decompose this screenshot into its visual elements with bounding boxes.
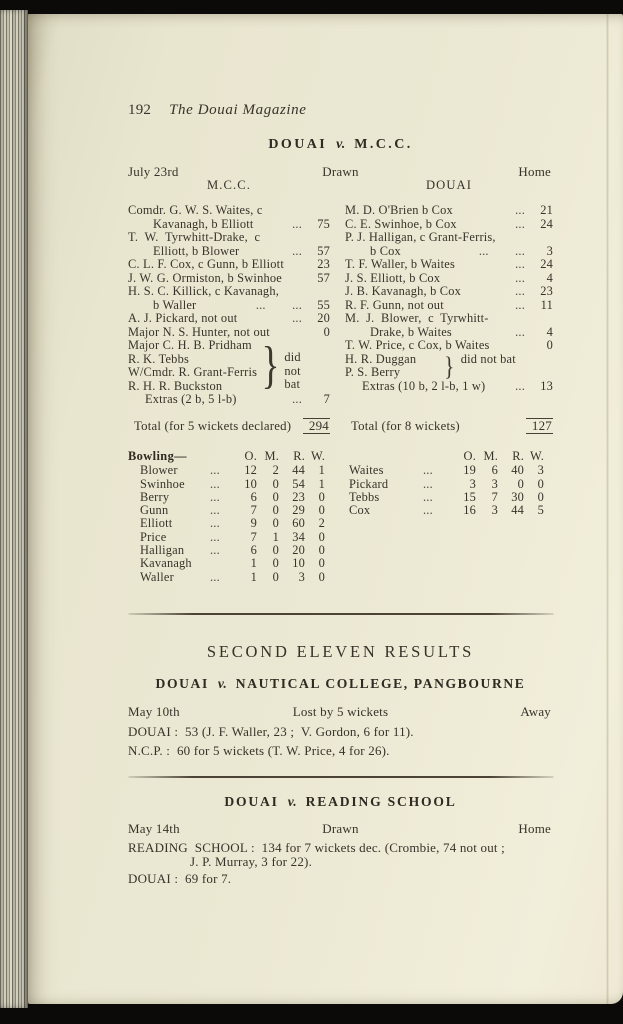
- dot-leader: ... ...: [478, 243, 525, 258]
- bowler-overs: 19: [463, 463, 476, 478]
- batsman-row: [128, 258, 330, 272]
- mcc-batting-rows: [128, 204, 330, 339]
- extras-runs: 7: [323, 392, 330, 406]
- second-eleven-heading: SECOND ELEVEN RESULTS: [206, 642, 475, 661]
- dot-leader: ...: [210, 529, 220, 544]
- batsman-dismissal: b Waller: [153, 297, 197, 312]
- extras-row: [128, 393, 330, 407]
- match-meta-mcc: [128, 165, 553, 179]
- batsman-runs: 4: [546, 324, 553, 339]
- bowler-wickets: 1: [318, 463, 325, 478]
- douai-bowling-rows: [128, 464, 330, 584]
- bowler-name: Halligan: [140, 543, 185, 558]
- bowler-maidens: 3: [491, 476, 498, 491]
- bowler-runs: 44: [511, 503, 524, 518]
- bowling-tables: [128, 450, 553, 584]
- bowler-name: Swinhoe: [140, 476, 185, 491]
- batsman-dismissal: A. J. Pickard, not out: [128, 311, 238, 325]
- mcc-bowling-table: [345, 450, 553, 584]
- bowler-row: [345, 504, 553, 517]
- batsman-runs: 0: [546, 338, 553, 352]
- right-innings-heading: DOUAI: [425, 178, 473, 192]
- bowler-name: Waites: [349, 463, 384, 478]
- bowling-column-header: M.: [483, 449, 498, 463]
- brace-glyph: }: [261, 337, 280, 394]
- batsman-runs: 4: [546, 270, 553, 285]
- bowler-row: [345, 478, 553, 491]
- mcc-total-row: [128, 418, 330, 435]
- batsman-row: [128, 285, 330, 299]
- bowling-header: [345, 450, 553, 463]
- bowler-row: [128, 571, 330, 584]
- section-divider: [128, 776, 553, 778]
- batsman-runs: 57: [317, 270, 330, 285]
- bowler-maidens: 0: [272, 569, 279, 584]
- bowler-wickets: 3: [537, 463, 544, 478]
- batsman-row: [345, 312, 553, 326]
- batsman-row: [128, 326, 330, 340]
- dot-leader: ...: [515, 297, 525, 312]
- bowler-wickets: 0: [537, 476, 544, 491]
- batsman-runs: 55: [317, 297, 330, 312]
- bowler-overs: 6: [250, 489, 257, 504]
- bowling-label: Bowling—: [128, 449, 187, 463]
- total-label: Total (for 5 wickets declared): [134, 418, 292, 433]
- batsman-dismissal: T. F. Waller, b Waites: [345, 257, 456, 271]
- magazine-page: [28, 14, 623, 1004]
- did-not-bat-note-line: did: [284, 350, 301, 364]
- extras-runs: 13: [540, 378, 553, 393]
- book-pages-edge: [0, 10, 28, 1008]
- batsman-runs: 0: [323, 324, 330, 339]
- bowler-overs: 15: [463, 489, 476, 504]
- dot-leader: ...: [515, 378, 525, 393]
- bowler-name: Cox: [349, 503, 371, 518]
- bowler-runs: 34: [292, 529, 305, 544]
- batsman-row: [345, 231, 553, 245]
- match-title-pangbourne: [128, 677, 553, 691]
- did-not-bat-note-line: not: [284, 363, 301, 378]
- batsman-row: [128, 204, 330, 218]
- score-summary-douai-reading: DOUAI : 69 for 7.: [128, 871, 232, 886]
- bowler-row: [128, 517, 330, 530]
- dot-leader: ...: [515, 203, 525, 217]
- match-date: May 14th: [128, 821, 180, 836]
- bowler-row: [345, 491, 553, 504]
- dot-leader: ...: [210, 516, 220, 531]
- bowler-row: [128, 531, 330, 544]
- batsman-runs: 23: [317, 257, 330, 271]
- batsman-runs: 75: [317, 216, 330, 231]
- bowler-runs: 20: [292, 543, 305, 558]
- versus-label: v.: [336, 137, 346, 152]
- bowler-runs: 44: [292, 463, 305, 478]
- total-runs: 127: [526, 418, 553, 435]
- match-result: Drawn: [322, 164, 359, 179]
- match-venue: Home: [518, 821, 551, 836]
- batsman-dismissal: Elliott, b Blower: [153, 243, 240, 258]
- batsman-row: [345, 339, 553, 353]
- bowler-row: [128, 557, 330, 570]
- dot-leader: ...: [210, 569, 220, 584]
- column-gap: [330, 450, 345, 584]
- bowler-overs: 1: [250, 569, 257, 584]
- batsman-row: [345, 245, 553, 259]
- bowler-maidens: 0: [272, 543, 279, 558]
- batsman-row: [345, 299, 553, 313]
- bowler-wickets: 0: [318, 556, 325, 571]
- bowling-column-header: R.: [293, 449, 305, 463]
- match-away-team: READING SCHOOL: [305, 794, 457, 809]
- batsman-row: [128, 272, 330, 286]
- bowler-wickets: 0: [318, 569, 325, 584]
- bowler-overs: 1: [250, 556, 257, 571]
- batsman-runs: 3: [546, 243, 553, 258]
- batsman-row: [128, 231, 330, 245]
- bowler-name: Elliott: [140, 516, 173, 531]
- bowling-column-header: W.: [529, 449, 544, 463]
- match-home-team: DOUAI: [268, 137, 328, 152]
- bowler-overs: 7: [250, 503, 257, 518]
- bowler-wickets: 1: [318, 476, 325, 491]
- bowler-wickets: 0: [537, 489, 544, 504]
- bowler-wickets: 0: [318, 489, 325, 504]
- did-not-bat-note: did not bat: [460, 351, 516, 366]
- batsman-row: [345, 258, 553, 272]
- dot-leader: ...: [515, 284, 525, 298]
- batsman-dismissal: Major N. S. Hunter, not out: [128, 324, 270, 339]
- scorecards: [128, 204, 553, 434]
- bowler-name: Waller: [140, 569, 174, 584]
- batsman-row: [345, 285, 553, 299]
- dot-leader: ...: [210, 503, 220, 518]
- douai-bowling-table: [128, 450, 330, 584]
- bowler-maidens: 7: [491, 489, 498, 504]
- extras-row: [345, 380, 553, 394]
- batsman-runs: 24: [540, 257, 553, 271]
- batsman-dismissal: M. D. O'Brien b Cox: [345, 203, 453, 217]
- bowler-wickets: 0: [318, 543, 325, 558]
- batsman-dismissal: C. L. F. Cox, c Gunn, b Elliott: [128, 257, 284, 271]
- did-not-bat-douai: [345, 353, 553, 380]
- match-home-team: DOUAI: [224, 794, 279, 809]
- batsman-row: [128, 245, 330, 259]
- bowler-maidens: 0: [272, 516, 279, 531]
- batsman-dismissal: C. E. Swinhoe, b Cox: [345, 216, 457, 231]
- batsman-dismissal: Drake, b Waites: [370, 324, 452, 339]
- match-result: Lost by 5 wickets: [292, 704, 389, 719]
- batsman-row: [345, 218, 553, 232]
- bowler-runs: 0: [517, 476, 524, 491]
- bowler-wickets: 5: [537, 503, 544, 518]
- bowler-runs: 54: [292, 476, 305, 491]
- bowler-runs: 10: [292, 556, 305, 571]
- batsman-dismissal: H. S. C. Killick, c Kavanagh,: [128, 284, 280, 298]
- score-summary-reading-cont: J. P. Murray, 3 for 22).: [190, 854, 313, 869]
- versus-label: v.: [217, 676, 227, 691]
- bowler-runs: 23: [292, 489, 305, 504]
- batsman-dismissal: J. B. Kavanagh, b Cox: [345, 284, 462, 298]
- extras-label: Extras (2 b, 5 l-b): [145, 392, 237, 406]
- page-content: [128, 14, 553, 1004]
- bowler-row: [128, 544, 330, 557]
- section-divider: [128, 613, 553, 615]
- bowler-overs: 9: [250, 516, 257, 531]
- bowler-overs: 10: [244, 476, 257, 491]
- bowler-row: [128, 464, 330, 477]
- dot-leader: ...: [423, 476, 433, 491]
- dot-leader: ...: [292, 243, 302, 258]
- bowler-runs: 30: [511, 489, 524, 504]
- bowler-overs: 6: [250, 543, 257, 558]
- bowler-maidens: 0: [272, 476, 279, 491]
- bowler-overs: 3: [469, 476, 476, 491]
- bowler-row: [128, 504, 330, 517]
- batsman-runs: 23: [540, 284, 553, 298]
- column-gap: [330, 204, 345, 434]
- dot-leader: ...: [210, 543, 220, 558]
- dot-leader: ...: [210, 476, 220, 491]
- bowling-column-header: O.: [463, 449, 476, 463]
- batsman-runs: 11: [540, 297, 553, 312]
- match-venue: Away: [520, 704, 551, 719]
- did-not-bat-name: P. S. Berry: [345, 365, 401, 379]
- bowler-runs: 60: [292, 516, 305, 531]
- bowler-maidens: 2: [272, 463, 279, 478]
- dot-leader: ...: [292, 216, 302, 231]
- batsman-runs: 21: [540, 203, 553, 217]
- bowler-maidens: 0: [272, 489, 279, 504]
- bowler-runs: 40: [511, 463, 524, 478]
- batsman-runs: 57: [317, 243, 330, 258]
- dot-leader: ...: [210, 489, 220, 504]
- batsman-dismissal: T. W. Price, c Cox, b Waites: [345, 338, 490, 352]
- bowler-wickets: 0: [318, 503, 325, 518]
- innings-headings: [128, 179, 553, 193]
- batsman-dismissal: b Cox: [370, 243, 401, 258]
- bowler-maidens: 0: [272, 556, 279, 571]
- match-meta-pangbourne: [128, 705, 553, 719]
- match-date: May 10th: [128, 704, 180, 719]
- running-header: [128, 104, 553, 118]
- dot-leader: [206, 557, 230, 570]
- bowler-maidens: 6: [491, 463, 498, 478]
- mcc-innings: [128, 204, 330, 434]
- dot-leader: ...: [423, 503, 433, 518]
- batsman-dismissal: Kavanagh, b Elliott: [153, 216, 254, 231]
- bowler-row: [345, 464, 553, 477]
- total-label: Total (for 8 wickets): [351, 418, 460, 433]
- batsman-row: [128, 299, 330, 313]
- bowler-wickets: 0: [318, 529, 325, 544]
- did-not-bat-name: H. R. Duggan: [345, 351, 417, 366]
- page-number: 192: [128, 102, 152, 118]
- batsman-dismissal: J. W. G. Ormiston, b Swinhoe: [128, 270, 282, 285]
- bowler-maidens: 3: [491, 503, 498, 518]
- dot-leader: ...: [423, 489, 433, 504]
- match-meta-reading: [128, 822, 553, 836]
- brace-glyph: }: [444, 351, 455, 381]
- bowler-row: [128, 491, 330, 504]
- dot-leader: ...: [292, 311, 302, 325]
- batsman-row: [345, 326, 553, 340]
- mcc-bowling-rows: [345, 464, 553, 517]
- magazine-title: The Douai Magazine: [169, 102, 307, 118]
- match-venue: Home: [518, 164, 551, 179]
- did-not-bat-mcc: [128, 339, 330, 393]
- batsman-runs: 20: [317, 311, 330, 325]
- did-not-bat-name: R. H. R. Buckston: [128, 378, 223, 393]
- header-blank-cell: [345, 450, 449, 463]
- bowler-name: Tebbs: [349, 489, 380, 504]
- bowling-column-header: W.: [310, 449, 325, 463]
- douai-total-row: [345, 418, 553, 435]
- douai-innings: [345, 204, 553, 434]
- bowler-overs: 16: [463, 503, 476, 518]
- douai-batting-rows: [345, 204, 553, 353]
- did-not-bat-name: W/Cmdr. R. Grant-Ferris: [128, 365, 258, 379]
- match-title-mcc: [128, 138, 553, 152]
- did-not-bat-names: [345, 353, 441, 380]
- score-summary-douai: DOUAI : 53 (J. F. Waller, 23 ; V. Gordon, 6 for 11).: [128, 724, 414, 739]
- bowler-name: Blower: [140, 463, 178, 478]
- dot-leader: ...: [515, 257, 525, 271]
- bowler-name: Berry: [140, 489, 170, 504]
- bowler-name: Price: [140, 529, 167, 544]
- bowler-name: Pickard: [349, 476, 389, 491]
- bowling-column-header: O.: [244, 449, 257, 463]
- batsman-dismissal: M. J. Blower, c Tyrwhitt-: [345, 311, 489, 325]
- batsman-row: [345, 272, 553, 286]
- batsman-runs: 24: [540, 216, 553, 231]
- dot-leader: ...: [423, 463, 433, 478]
- dot-leader: ...: [210, 463, 220, 478]
- match-away-team: NAUTICAL COLLEGE, PANGBOURNE: [235, 676, 526, 691]
- bowling-column-header: R.: [512, 449, 524, 463]
- bowler-runs: 29: [292, 503, 305, 518]
- bowler-maidens: 1: [272, 529, 279, 544]
- batsman-row: [345, 204, 553, 218]
- did-not-bat-name: Major C. H. B. Pridham: [128, 338, 252, 352]
- left-innings-heading: M.C.C.: [206, 178, 252, 192]
- match-title-reading: [128, 795, 553, 809]
- score-summary-ncp: N.C.P. : 60 for 5 wickets (T. W. Price, 4 for 26).: [128, 743, 390, 758]
- bowler-row: [128, 478, 330, 491]
- match-home-team: DOUAI: [155, 676, 209, 691]
- batsman-dismissal: R. F. Gunn, not out: [345, 297, 444, 312]
- bowler-maidens: 0: [272, 503, 279, 518]
- batsman-row: [128, 218, 330, 232]
- dot-leader: ... ...: [255, 297, 302, 312]
- did-not-bat-names: [128, 339, 257, 393]
- dot-leader: ...: [515, 216, 525, 231]
- bowler-overs: 12: [244, 463, 257, 478]
- bowler-name: Gunn: [140, 503, 169, 518]
- bowling-header: [128, 450, 330, 463]
- bowler-overs: 7: [250, 529, 257, 544]
- score-summary-reading: READING SCHOOL : 134 for 7 wickets dec. (Crombie, 74 not out ;: [128, 840, 505, 855]
- extras-label: Extras (10 b, 2 l-b, 1 w): [362, 378, 486, 393]
- match-date: July 23rd: [128, 164, 179, 179]
- did-not-bat-note: [284, 339, 300, 393]
- batsman-dismissal: T. W. Tyrwhitt-Drake, c: [128, 230, 261, 244]
- did-not-bat-note-line: bat: [284, 377, 301, 391]
- batsman-dismissal: J. S. Elliott, b Cox: [345, 270, 441, 285]
- bowler-runs: 3: [298, 569, 305, 584]
- versus-label: v.: [287, 794, 297, 809]
- batsman-dismissal: Comdr. G. W. S. Waites, c: [128, 203, 263, 217]
- bowler-wickets: 2: [318, 516, 325, 531]
- dot-leader: ...: [292, 392, 302, 406]
- batsman-row: [128, 312, 330, 326]
- dot-leader: ...: [515, 270, 525, 285]
- dot-leader: ...: [515, 324, 525, 339]
- batsman-dismissal: P. J. Halligan, c Grant-Ferris,: [345, 230, 496, 244]
- bowling-column-header: M.: [264, 449, 279, 463]
- total-runs: 294: [303, 418, 330, 435]
- match-result: Drawn: [322, 821, 359, 836]
- did-not-bat-name: R. K. Tebbs: [128, 351, 189, 366]
- match-away-team: M.C.C.: [354, 137, 413, 152]
- bowler-name: Kavanagh: [140, 556, 192, 571]
